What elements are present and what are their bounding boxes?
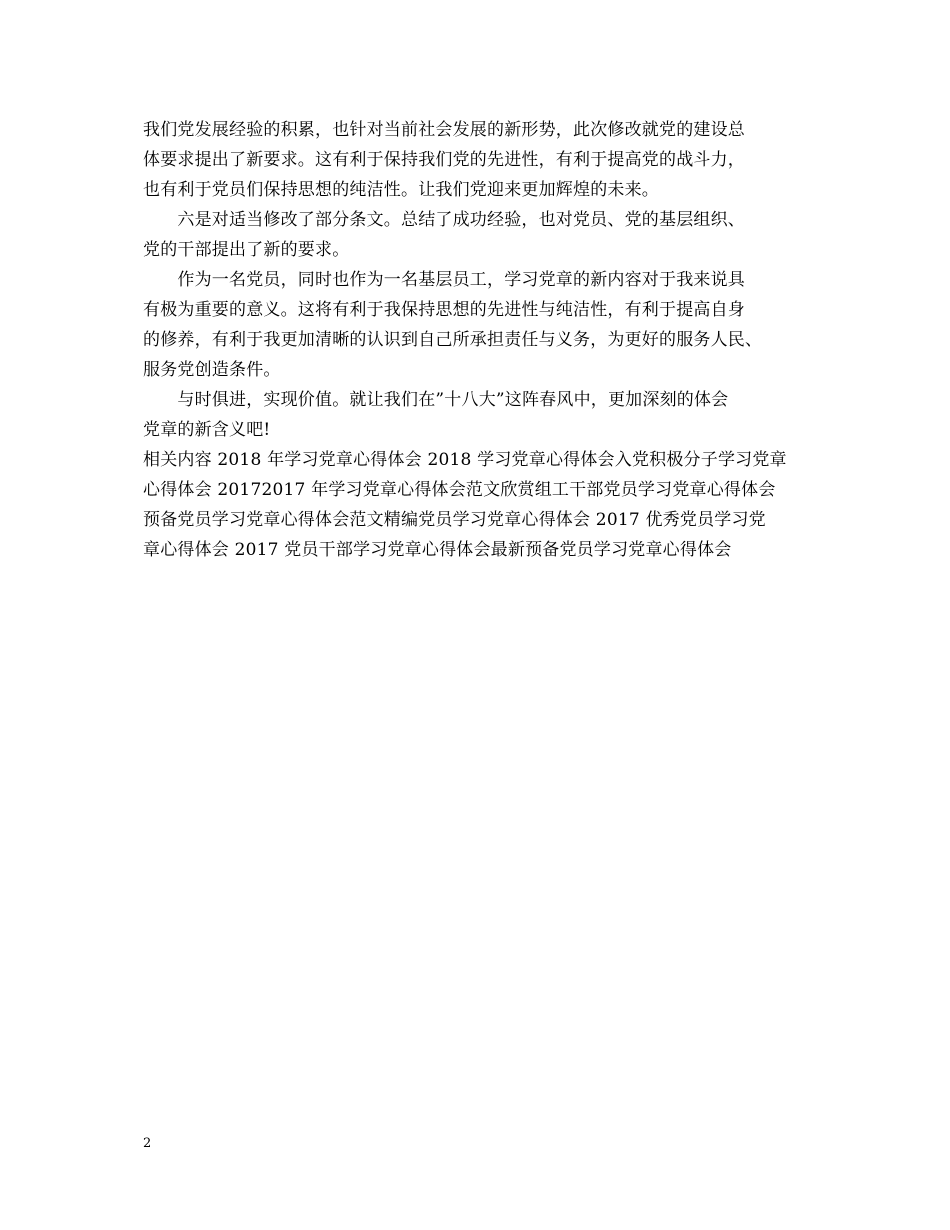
text-line: 党章的新含义吧! [143,420,271,440]
page-number: 2 [143,1136,152,1151]
related-content-line: 章心得体会 2017 党员干部学习党章心得体会最新预备党员学习党章心得体会 [143,540,732,560]
text-line: 体要求提出了新要求。这有利于保持我们党的先进性，有利于提高党的战斗力， [143,150,745,170]
text-line: 也有利于党员们保持思想的纯洁性。让我们党迎来更加辉煌的未来。 [143,180,659,200]
document-body [143,115,813,565]
text-line: 的修养，有利于我更加清晰的认识到自己所承担责任与义务，为更好的服务人民、 [143,330,763,350]
text-line: 六是对适当修改了部分条文。总结了成功经验，也对党员、党的基层组织、 [143,210,745,230]
text-line: 作为一名党员，同时也作为一名基层员工，学习党章的新内容对于我来说具 [143,270,745,290]
related-content-line: 心得体会 20172017 年学习党章心得体会范文欣赏组工干部党员学习党章心得体会 [143,480,776,500]
related-content-line: 预备党员学习党章心得体会范文精编党员学习党章心得体会 2017 优秀党员学习党 [143,510,766,530]
text-line: 有极为重要的意义。这将有利于我保持思想的先进性与纯洁性，有利于提高自身 [143,300,745,320]
text-line: 党的干部提出了新的要求。 [143,240,350,260]
text-line: 服务党创造条件。 [143,360,281,380]
related-content-line: 相关内容 2018 年学习党章心得体会 2018 学习党章心得体会入党积极分子学习党章 [143,450,787,470]
text-line: 与时俱进，实现价值。就让我们在”十八大”这阵春风中，更加深刻的体会 [143,390,729,410]
text-line: 我们党发展经验的积累，也针对当前社会发展的新形势，此次修改就党的建设总 [143,120,745,140]
